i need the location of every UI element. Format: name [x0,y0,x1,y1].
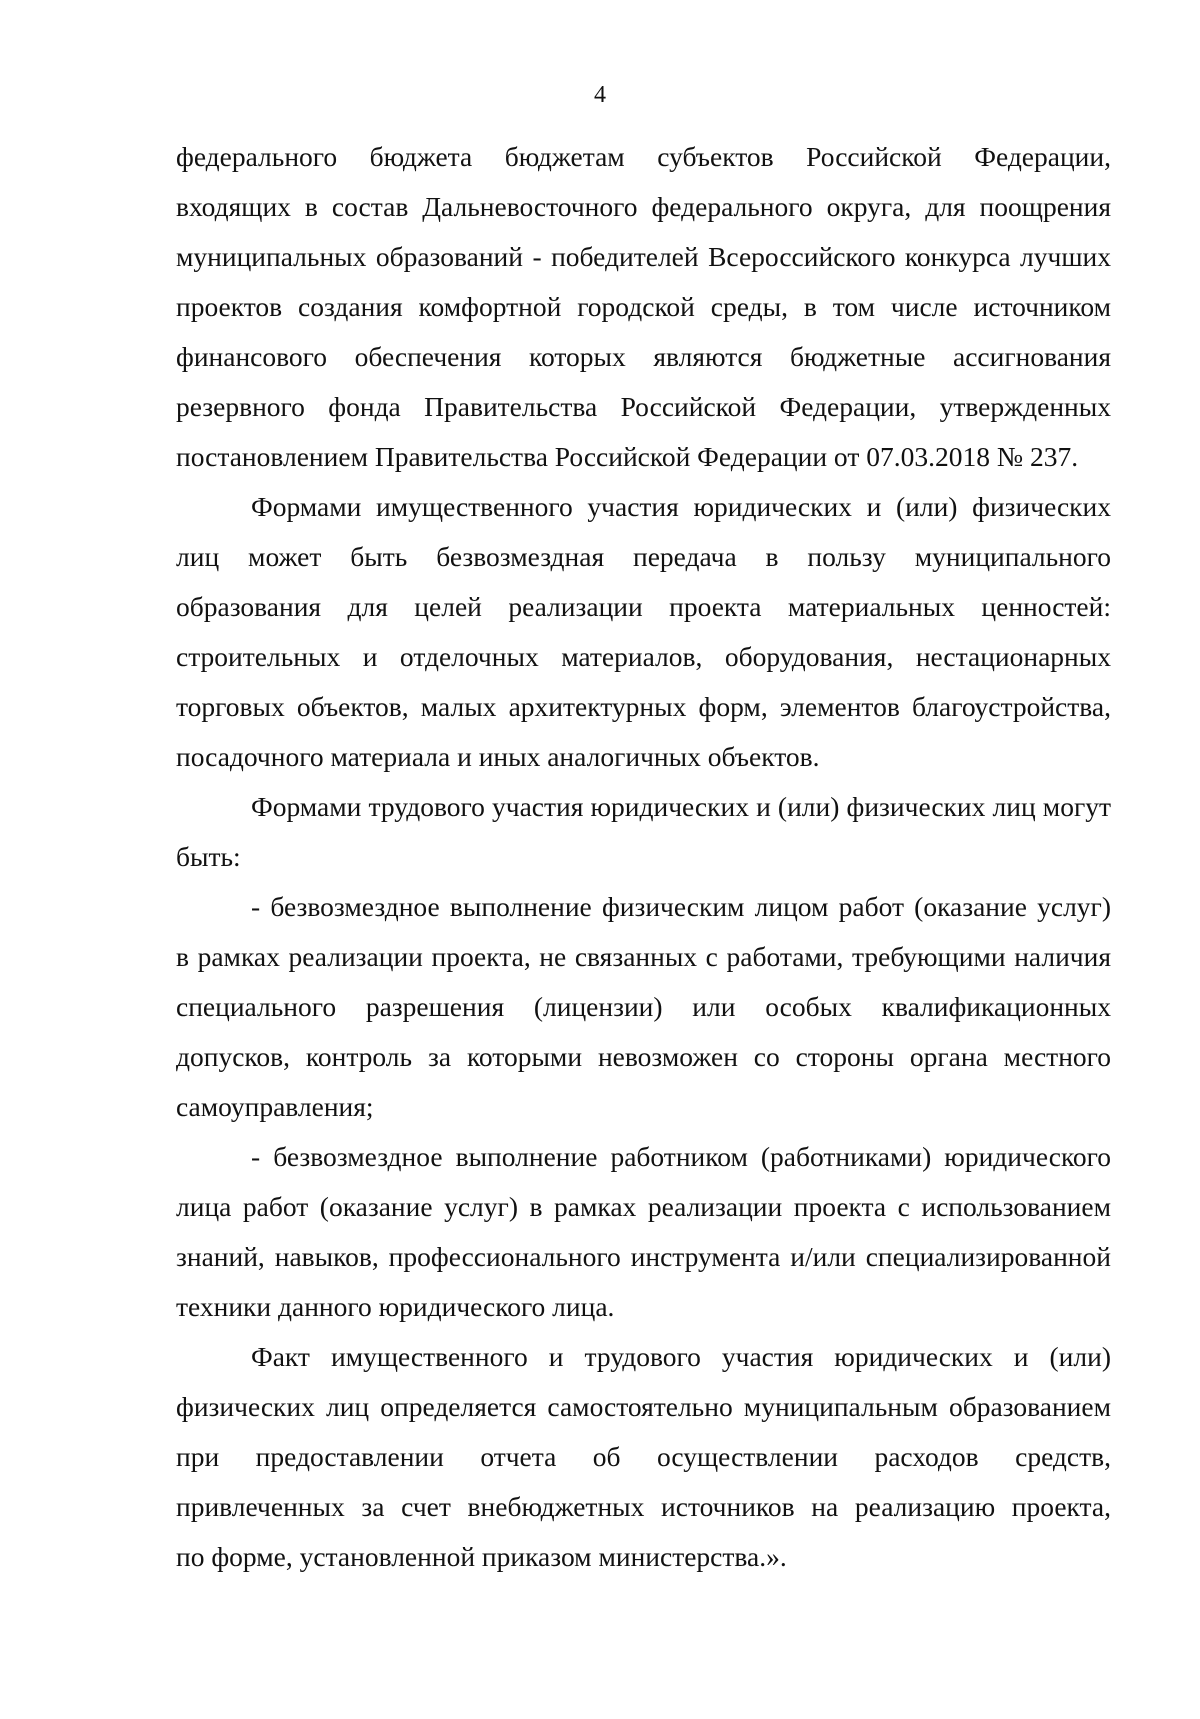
document-body [176,132,1111,1582]
page-number: 4 [594,82,606,108]
text-line: федерального бюджета бюджетам субъектов Российской Федерации, [176,141,1111,172]
text-line: муниципальных образований - победителей Всероссийского конкурса лучших [176,241,1111,272]
text-line: образования для целей реализации проекта материальных ценностей: [176,591,1111,622]
text-line: лиц может быть безвозмездная передача в пользу муниципального [176,541,1111,572]
text-line: резервного фонда Правительства Российской Федерации, утвержденных [176,391,1111,422]
text-line: физических лиц определяется самостоятельно муниципальным образованием [176,1391,1111,1422]
text-line: самоуправления; [176,1091,374,1122]
text-line: строительных и отделочных материалов, оборудования, нестационарных [176,641,1111,672]
text-line: быть: [176,841,241,872]
text-line: техники данного юридического лица. [176,1291,615,1322]
text-line: - безвозмездное выполнение работником (работниками) юридического [251,1141,1111,1172]
text-line: торговых объектов, малых архитектурных форм, элементов благоустройства, [176,691,1111,722]
text-line: по форме, установленной приказом министерства.». [176,1541,787,1572]
paragraph-funding-sources [176,132,1111,482]
text-line: Факт имущественного и трудового участия юридических и (или) [251,1341,1111,1372]
text-line: постановлением Правительства Российской Федерации от 07.03.2018 № 237. [176,441,1079,472]
text-line: входящих в состав Дальневосточного федерального округа, для поощрения [176,191,1111,222]
paragraph-labor-participation [176,782,1111,882]
text-line: проектов создания комфортной городской среды, в том числе источником [176,291,1111,322]
text-line: Формами трудового участия юридических и (или) физических лиц могут [251,791,1111,822]
text-line: в рамках реализации проекта, не связанных с работами, требующими наличия [176,941,1111,972]
list-item-employee-work [176,1132,1111,1332]
text-line: Формами имущественного участия юридических и (или) физических [251,491,1111,522]
paragraph-property-participation [176,482,1111,782]
text-line: при предоставлении отчета об осуществлении расходов средств, [176,1441,1111,1472]
list-item-individual-work [176,882,1111,1132]
paragraph-participation-fact [176,1332,1111,1582]
text-line: допусков, контроль за которыми невозможен со стороны органа местного [176,1041,1111,1072]
text-line: финансового обеспечения которых являются бюджетные ассигнования [176,341,1111,372]
text-line: лица работ (оказание услуг) в рамках реализации проекта с использованием [176,1191,1111,1222]
text-line: специального разрешения (лицензии) или особых квалификационных [176,991,1111,1022]
text-line: - безвозмездное выполнение физическим лицом работ (оказание услуг) [251,891,1111,922]
text-line: привлеченных за счет внебюджетных источников на реализацию проекта, [176,1491,1111,1522]
text-line: посадочного материала и иных аналогичных объектов. [176,741,820,772]
text-line: знаний, навыков, профессионального инструмента и/или специализированной [176,1241,1111,1272]
